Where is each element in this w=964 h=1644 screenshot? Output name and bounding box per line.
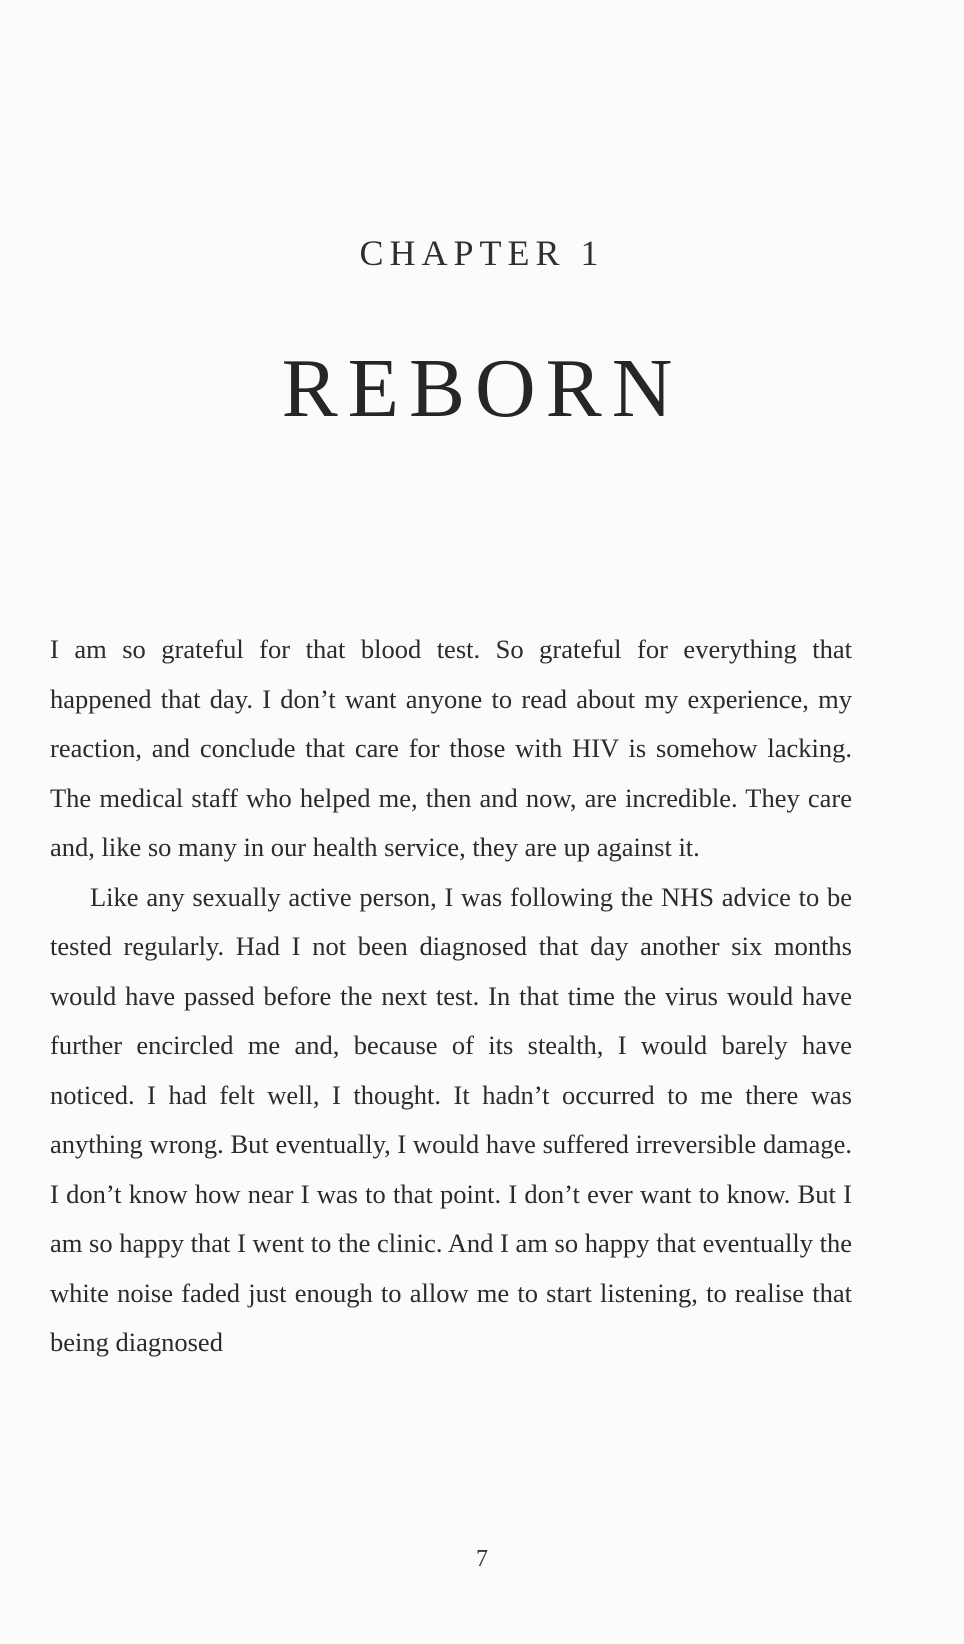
chapter-label: CHAPTER 1 (359, 233, 605, 273)
paragraph-1: I am so grateful for that blood test. So grateful for everything that happened that day. I don’t want anyone to read about my experience, my reaction, and conclude that care for those with HIV is somehow lacking. The medical staff who helped me, then and now, are incredible. They care and, like so many in our health service, they are up against it. (50, 634, 852, 862)
paragraph-2: Like any sexually active person, I was following the NHS advice to be tested regularly. Had I not been diagnosed that day another six months would have passed before the next test. In that time the virus would have further encircled me and, because of its stealth, I would barely have noticed. I had felt well, I thought. It hadn’t occurred to me there was anything wrong. But eventually, I would have suffered irreversible damage. I don’t know how near I was to that point. I don’t ever want to know. But I am so happy that I went to the clinic. And I am so happy that eventually the white noise faded just enough to allow me to start listening, to realise that being diagnosed (50, 881, 852, 1357)
chapter-title: REBORN (281, 342, 683, 435)
page-number: 7 (476, 1546, 488, 1572)
body-text (50, 625, 852, 1368)
